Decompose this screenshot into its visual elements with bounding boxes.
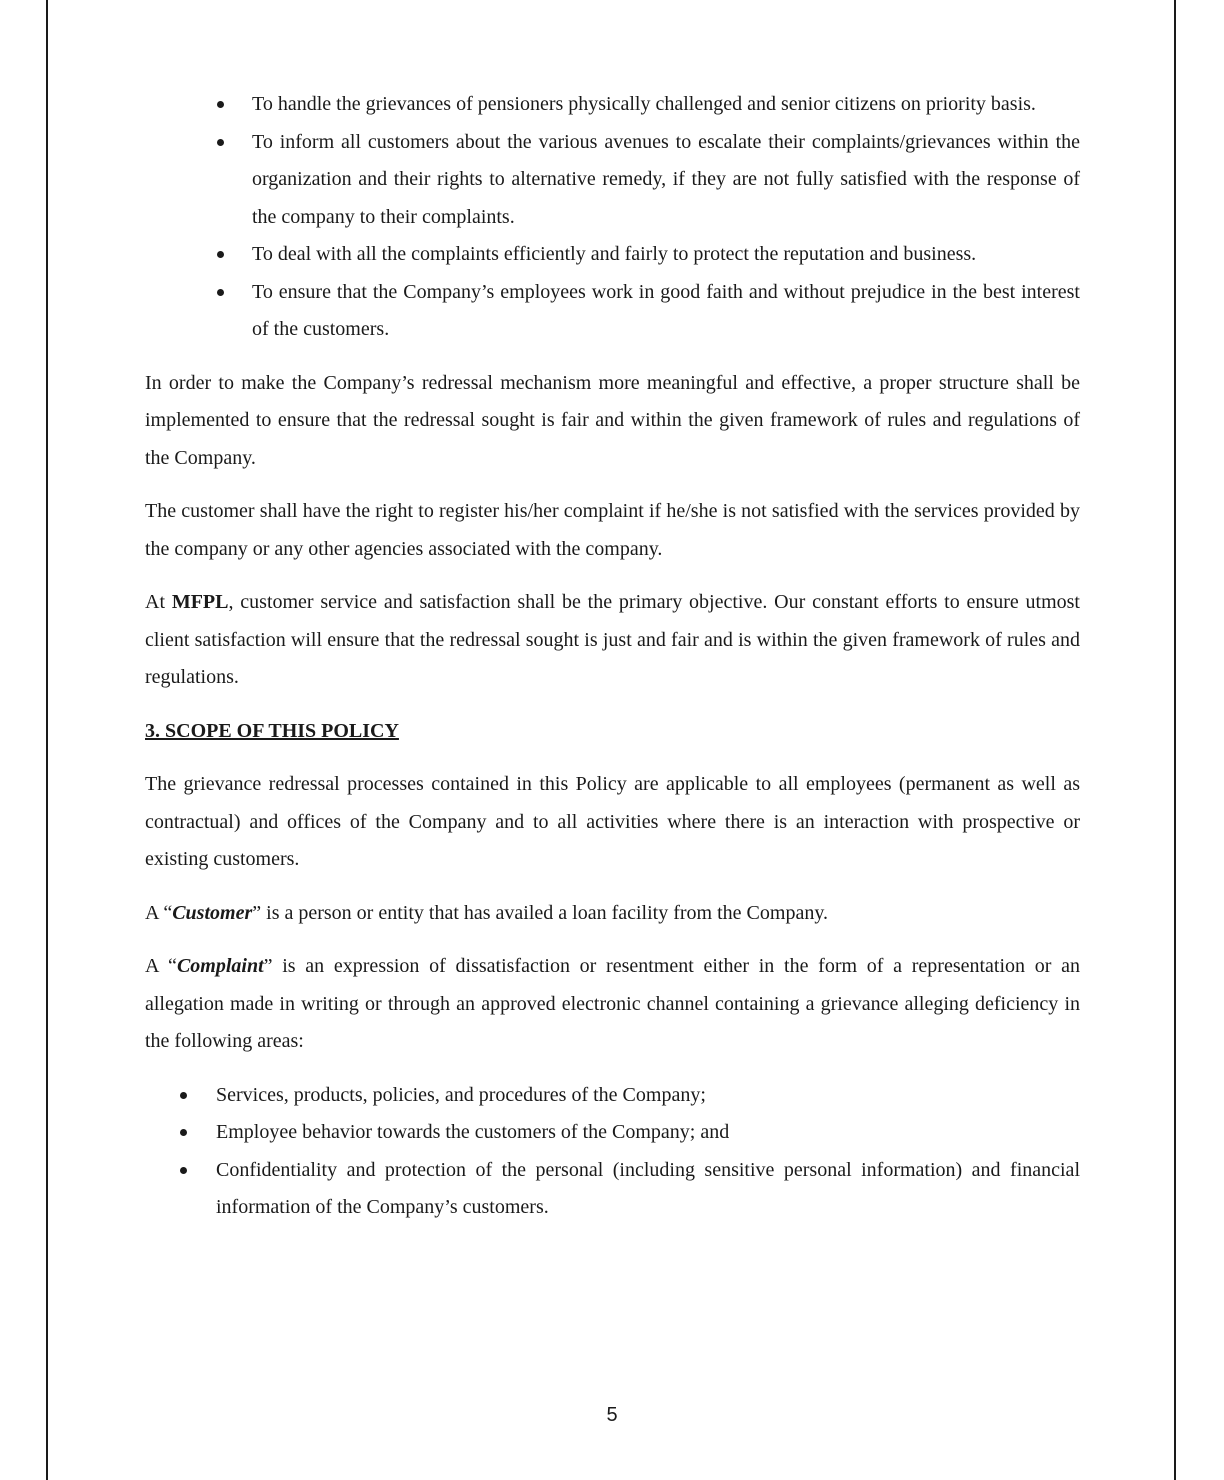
list-item: To inform all customers about the various avenues to escalate their complaints/grievances within the organization and their rights to alternative remedy, if they are not fully satisfied with the response of the company to their complaints. (145, 124, 1080, 237)
list-item: Services, products, policies, and procedures of the Company; (145, 1077, 1080, 1115)
bullet-icon (217, 289, 224, 296)
company-name: MFPL (171, 591, 229, 613)
definition-complaint: A “Complaint” is an expression of dissatisfaction or resentment either in the form of a representation or an allegation made in writing or through an approved electronic channel containing a grievance alleging deficiency in the following areas: (145, 955, 1080, 1052)
definition-customer: A “Customer” is a person or entity that has availed a loan facility from the Company. (145, 901, 829, 924)
term-complaint: Complaint (176, 955, 264, 977)
bullet-icon (217, 139, 224, 146)
bullet-icon (180, 1129, 187, 1136)
paragraph-customer-right: The customer shall have the right to register his/her complaint if he/she is not satisfied with the services provided by the company or any other agencies associated with the company. (145, 500, 1080, 560)
page-content (145, 86, 1080, 1227)
objectives-list (145, 86, 1080, 349)
bullet-icon (217, 251, 224, 258)
list-item: To ensure that the Company’s employees work in good faith and without prejudice in the best interest of the customers. (145, 274, 1080, 349)
list-item: Confidentiality and protection of the personal (including sensitive personal information) and financial information of the Company’s customers. (145, 1152, 1080, 1227)
page-number: 5 (606, 1404, 618, 1426)
bullet-icon (180, 1092, 187, 1099)
complaint-areas-list (145, 1077, 1080, 1227)
page-border-left (46, 0, 48, 1480)
page-border-right (1174, 0, 1176, 1480)
list-item: To handle the grievances of pensioners physically challenged and senior citizens on priority basis. (145, 86, 1080, 124)
term-customer: Customer (172, 901, 253, 924)
paragraph-scope: The grievance redressal processes contained in this Policy are applicable to all employees (permanent as well as contractual) and offices of the Company and to all activities where there is an interaction with prospective or existing customers. (145, 773, 1080, 870)
paragraph-mfpl-objective: At MFPL, customer service and satisfaction shall be the primary objective. Our constant efforts to ensure utmost client satisfaction will ensure that the redressal sought is just and fair and is within the given framework of rules and regulations. (145, 591, 1080, 688)
paragraph-redressal-structure: In order to make the Company’s redressal mechanism more meaningful and effective, a proper structure shall be implemented to ensure that the redressal sought is fair and within the given framework of rules and regulations of the Company. (145, 371, 1080, 469)
section-heading-scope: 3. SCOPE OF THIS POLICY (145, 719, 399, 742)
list-item: To deal with all the complaints efficiently and fairly to protect the reputation and business. (145, 236, 1080, 274)
bullet-icon (217, 101, 224, 108)
list-item: Employee behavior towards the customers of the Company; and (145, 1114, 1080, 1152)
bullet-icon (180, 1167, 187, 1174)
